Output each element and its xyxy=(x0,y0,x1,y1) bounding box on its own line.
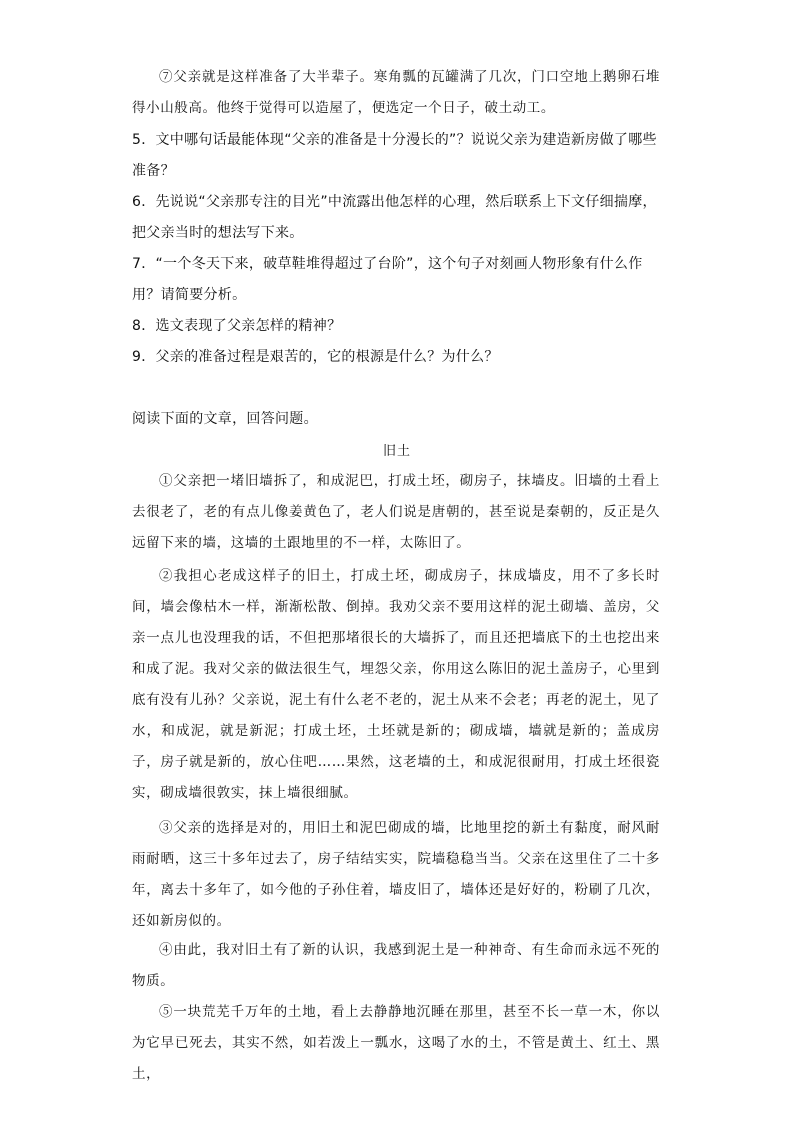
question-9: 9．父亲的准备过程是艰苦的，它的根源是什么？为什么？ xyxy=(132,349,499,365)
question-8: 8．选文表现了父亲怎样的精神？ xyxy=(132,318,342,334)
article-paragraph-2: ②我担心老成这样子的旧土，打成土坯，砌成房子，抹成墙皮，用不了多长时间，墙会像枯木一样，渐渐松散、倒掉。我劝父亲不要用这样的泥土砌墙、盖房，父亲一点儿也没理我的话，不但把那堵很长的大墙拆了，而且还把墙底下的土也挖出来和成了泥。我对父亲的做法很生气，埋怨父亲，你用这么陈旧的泥土盖房子，心里到底有没有儿孙？父亲说，泥土有什么老不老的，泥土从来不会老；再老的泥土，见了水，和成泥，就是新泥；打成土坯，土坯就是新的；砌成墙，墙就是新的；盖成房子，房子就是新的，放心住吧……果然，这老墙的土，和成泥很耐用，打成土坯很瓷实，砌成墙很敦实，抹上墙很细腻。 xyxy=(132,568,660,801)
article-paragraph-3: ③父亲的选择是对的，用旧土和泥巴砌成的墙，比地里挖的新土有黏度，耐风耐雨耐晒，这三十多年过去了，房子结结实实，院墙稳稳当当。父亲在这里住了二十多年，离去十多年了，如今他的子孙住着，墙皮旧了，墙体还是好好的，粉刷了几次，还如新房似的。 xyxy=(132,820,660,929)
passage1-paragraph-7: ⑦父亲就是这样准备了大半辈子。寒角瓢的瓦罐满了几次，门口空地上鹅卵石堆得小山般高。他终于觉得可以造屋了，便选定一个日子，破土动工。 xyxy=(132,69,660,116)
reading-instruction: 阅读下面的文章，回答问题。 xyxy=(132,411,318,427)
article-paragraph-5: ⑤一块荒芜千万年的土地，看上去静静地沉睡在那里，甚至不长一草一木，你以为它早已死去，其实不然，如若泼上一瓢水，这喝了水的土，不管是黄土、红土、黑土， xyxy=(132,1004,660,1082)
question-5: 5．文中哪句话最能体现“父亲的准备是十分漫长的”？说说父亲为建造新房做了哪些准备？ xyxy=(132,132,657,179)
article-paragraph-4: ④由此，我对旧土有了新的认识，我感到泥土是一种神奇、有生命而永远不死的物质。 xyxy=(132,942,660,989)
question-6: 6．先说说“父亲那专注的目光”中流露出他怎样的心理，然后联系上下文仔细揣摩，把父亲当时的想法写下来。 xyxy=(132,194,657,241)
article-title: 旧土 xyxy=(382,444,411,459)
question-7: 7．“一个冬天下来，破草鞋堆得超过了台阶”，这个句子对刻画人物形象有什么作用？请简要分析。 xyxy=(132,256,643,303)
article-paragraph-1: ①父亲把一堵旧墙拆了，和成泥巴，打成土坯，砌房子，抹墙皮。旧墙的土看上去很老了，老的有点儿像姜黄色了，老人们说是唐朝的，甚至说是秦朝的，反正是久远留下来的墙，这墙的土跟地里的不一样，太陈旧了。 xyxy=(132,473,660,551)
